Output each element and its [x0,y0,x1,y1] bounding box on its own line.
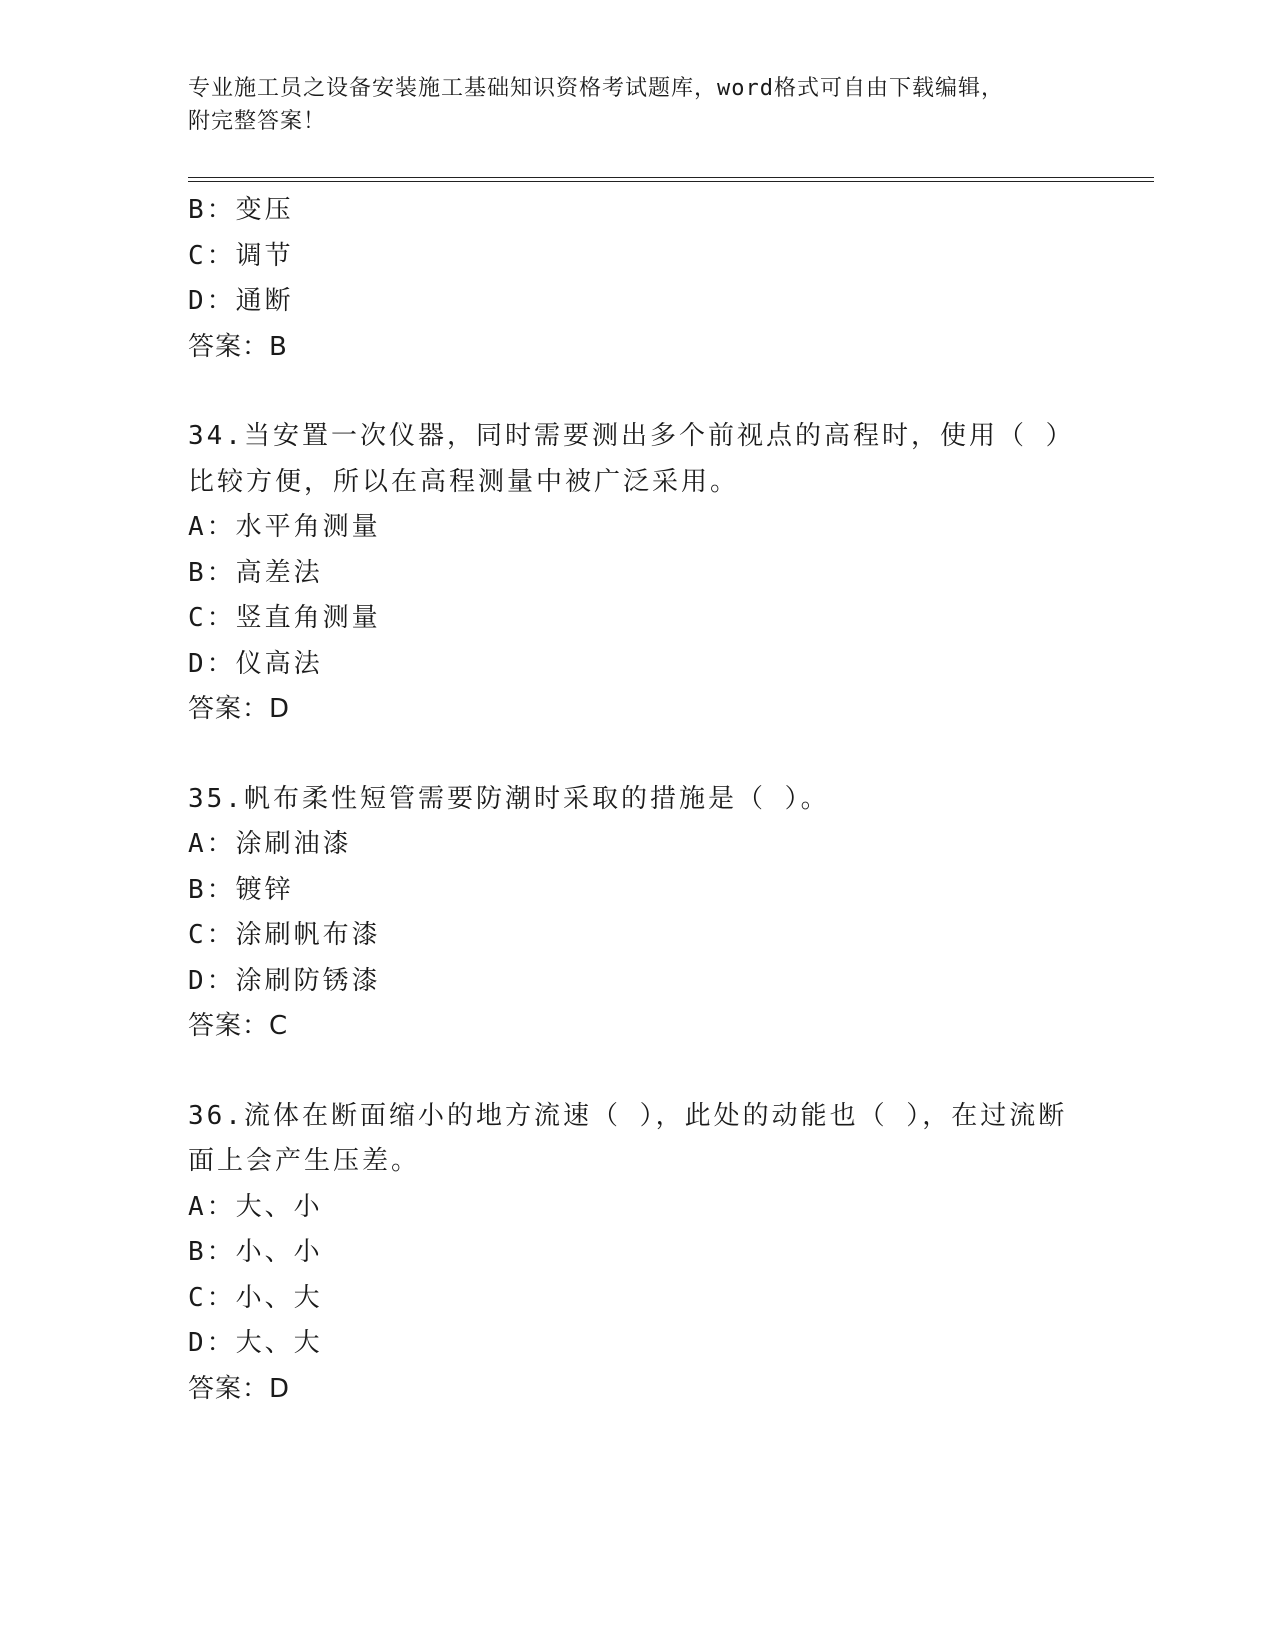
answer-line: 答案：B [188,331,288,362]
option-a: A：水平角测量 [188,512,381,542]
header-line-2: 附完整答案！ [188,109,327,134]
question-stem-line: 面上会产生压差。 [188,1146,421,1176]
option-b: B：小、小 [188,1237,323,1267]
question-35 [188,777,1088,1050]
question-stem-line: 34.当安置一次仪器，同时需要测出多个前视点的高程时，使用（ ） [188,421,1075,451]
header-divider-bottom [188,181,1154,182]
question-list [188,188,1088,1412]
header-line-1: 专业施工员之设备安装施工基础知识资格考试题库，word格式可自由下载编辑， [188,76,1004,101]
option-d: D：仪高法 [188,648,323,679]
option-c: C：竖直角测量 [188,603,381,633]
spacer [188,1050,1088,1094]
question-34 [188,414,1088,733]
answer-line: 答案：D [188,694,291,724]
question-stem-line: 36.流体在断面缩小的地方流速（ ），此处的动能也（ ），在过流断 [188,1100,1068,1131]
option-d: D：涂刷防锈漆 [188,965,381,996]
header-divider-top [188,177,1154,178]
answer-line: 答案：C [188,1011,289,1041]
spacer [188,733,1088,777]
prev-question-block [188,188,1088,370]
question-stem-line: 35.帆布柔性短管需要防潮时采取的措施是（ ）。 [188,783,830,814]
option-c: C：小、大 [188,1282,323,1313]
answer-line: 答案：D [188,1373,291,1404]
document-header [188,72,1068,138]
option-b: B：高差法 [188,557,323,588]
option-b: B：变压 [188,195,294,225]
question-stem-line: 比较方便，所以在高程测量中被广泛采用。 [188,466,740,497]
option-d: D：通断 [188,286,294,316]
option-d: D：大、大 [188,1328,323,1358]
option-a: A：涂刷油漆 [188,829,352,859]
option-a: A：大、小 [188,1191,323,1222]
question-36 [188,1094,1088,1413]
spacer [188,370,1088,414]
option-c: C：调节 [188,240,294,271]
option-b: B：镀锌 [188,874,294,905]
option-c: C：涂刷帆布漆 [188,920,381,950]
